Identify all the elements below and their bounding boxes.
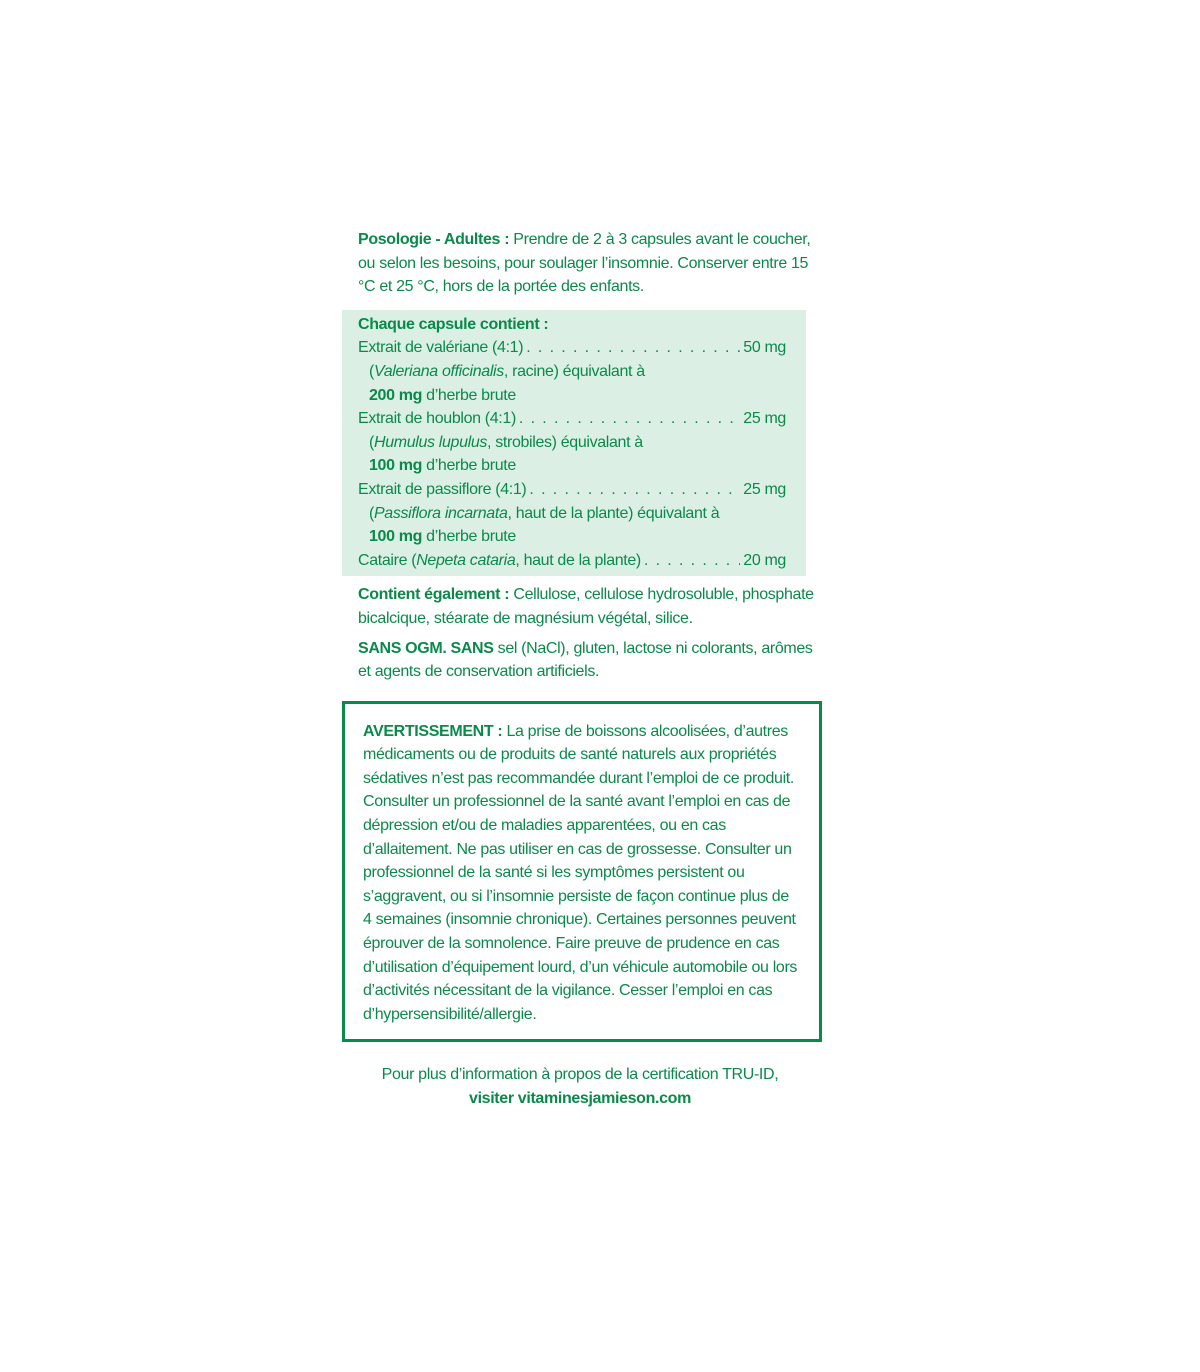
ingredient-name: Extrait de passiflore (4:1) — [358, 480, 527, 498]
ingredient-row-passionflower — [358, 478, 786, 502]
name-start: Cataire ( — [358, 551, 417, 569]
warning-heading: AVERTISSEMENT : — [363, 722, 503, 740]
ingredients-heading: Chaque capsule contient : — [358, 315, 549, 333]
leader-dots — [519, 407, 740, 431]
ingredient-row-catnip — [358, 549, 786, 573]
leader-dots — [644, 549, 740, 573]
ingredient-source-hops — [358, 431, 786, 455]
ingredient-row-hops — [358, 407, 786, 431]
source-text: , strobiles) équivalant à — [487, 433, 643, 451]
leader-dots — [526, 336, 740, 360]
free-from-text: sel (NaCl), gluten, lactose ni colorants, arômes et agents de conservation artificiels. — [358, 639, 813, 681]
ingredient-row-valerian — [358, 336, 786, 360]
equivalent-qty: 100 mg — [369, 457, 423, 475]
source-text: , haut de la plante) équivalant à — [507, 504, 720, 522]
ingredient-name — [358, 549, 641, 573]
ingredient-source-passionflower — [358, 502, 786, 526]
dosage-section — [358, 228, 818, 299]
dosage-heading: Posologie - Adultes : — [358, 231, 510, 248]
equivalent-text: d’herbe brute — [422, 528, 516, 546]
warning-text: La prise de boissons alcoolisées, d’autres médicaments ou de produits de santé naturels aux propriétés sédatives n’est pas recommandée durant l’emploi de ce produit. Consulter un professionnel de la santé avant l’emploi en cas de dépression et/ou de maladies apparentées, ou en cas d’allaitement. Ne pas utiliser en cas de grossesse. Consulter un professionnel de la santé si les symptômes persistent ou s’aggravent, ou si l’insomnie persiste de façon continue plus de 4 semaines (insomnie chronique). Certaines personnes peuvent éprouver de la somnolence. Faire preuve de prudence en cas d’utilisation d’équipement lourd, d’un véhicule automobile ou lors d’activités nécessitant de la vigilance. Cesser l’emploi en cas d’hypersensibilité/allergie. — [363, 722, 798, 1023]
also-contains-heading: Contient également : — [358, 586, 510, 604]
open-paren: ( — [369, 433, 374, 451]
ingredient-equivalent-passionflower — [358, 525, 786, 549]
free-from-heading: SANS OGM. SANS — [358, 639, 494, 657]
equivalent-text: d’herbe brute — [422, 457, 516, 475]
open-paren: ( — [369, 362, 374, 380]
ingredient-amount: 20 mg — [743, 551, 786, 569]
also-contains-section — [358, 583, 818, 630]
latin-name: Passiflora incarnata — [373, 504, 508, 522]
ingredient-source-valerian — [358, 360, 786, 384]
equivalent-text: d’herbe brute — [422, 386, 516, 404]
footer-info-line: Pour plus d’information à propos de la certification TRU-ID, — [381, 1066, 779, 1084]
ingredient-equivalent-valerian — [358, 384, 786, 408]
free-from-section — [358, 637, 818, 684]
source-text: , racine) équivalant à — [503, 362, 645, 380]
latin-name: Humulus lupulus — [373, 433, 488, 451]
also-contains-text: Cellulose, cellulose hydrosoluble, phosphate bicalcique, stéarate de magnésium végétal, silice. — [358, 586, 814, 627]
ingredients-panel — [342, 310, 806, 577]
ingredient-amount: 50 mg — [743, 339, 786, 357]
ingredient-name: Extrait de houblon (4:1) — [358, 410, 516, 428]
equivalent-qty: 200 mg — [369, 386, 423, 404]
leader-dots — [529, 478, 740, 502]
warning-box — [342, 701, 822, 1043]
name-end: , haut de la plante) — [515, 551, 641, 569]
ingredient-amount: 25 mg — [743, 410, 786, 428]
latin-name: Valeriana officinalis — [373, 362, 504, 380]
footer-website-link[interactable]: visiter vitaminesjamieson.com — [469, 1090, 691, 1107]
ingredient-name: Extrait de valériane (4:1) — [358, 339, 524, 357]
latin-name: Nepeta cataria — [416, 551, 516, 569]
ingredient-amount: 25 mg — [743, 480, 786, 498]
equivalent-qty: 100 mg — [369, 528, 423, 546]
dosage-text: Prendre de 2 à 3 capsules avant le coucher, ou selon les besoins, pour soulager l’insomnie. Conserver entre 15 °C et 25 °C, hors de la portée des enfants. — [358, 231, 811, 296]
ingredient-equivalent-hops — [358, 454, 786, 478]
product-label — [358, 228, 818, 1111]
open-paren: ( — [369, 504, 374, 522]
footer — [358, 1063, 802, 1110]
